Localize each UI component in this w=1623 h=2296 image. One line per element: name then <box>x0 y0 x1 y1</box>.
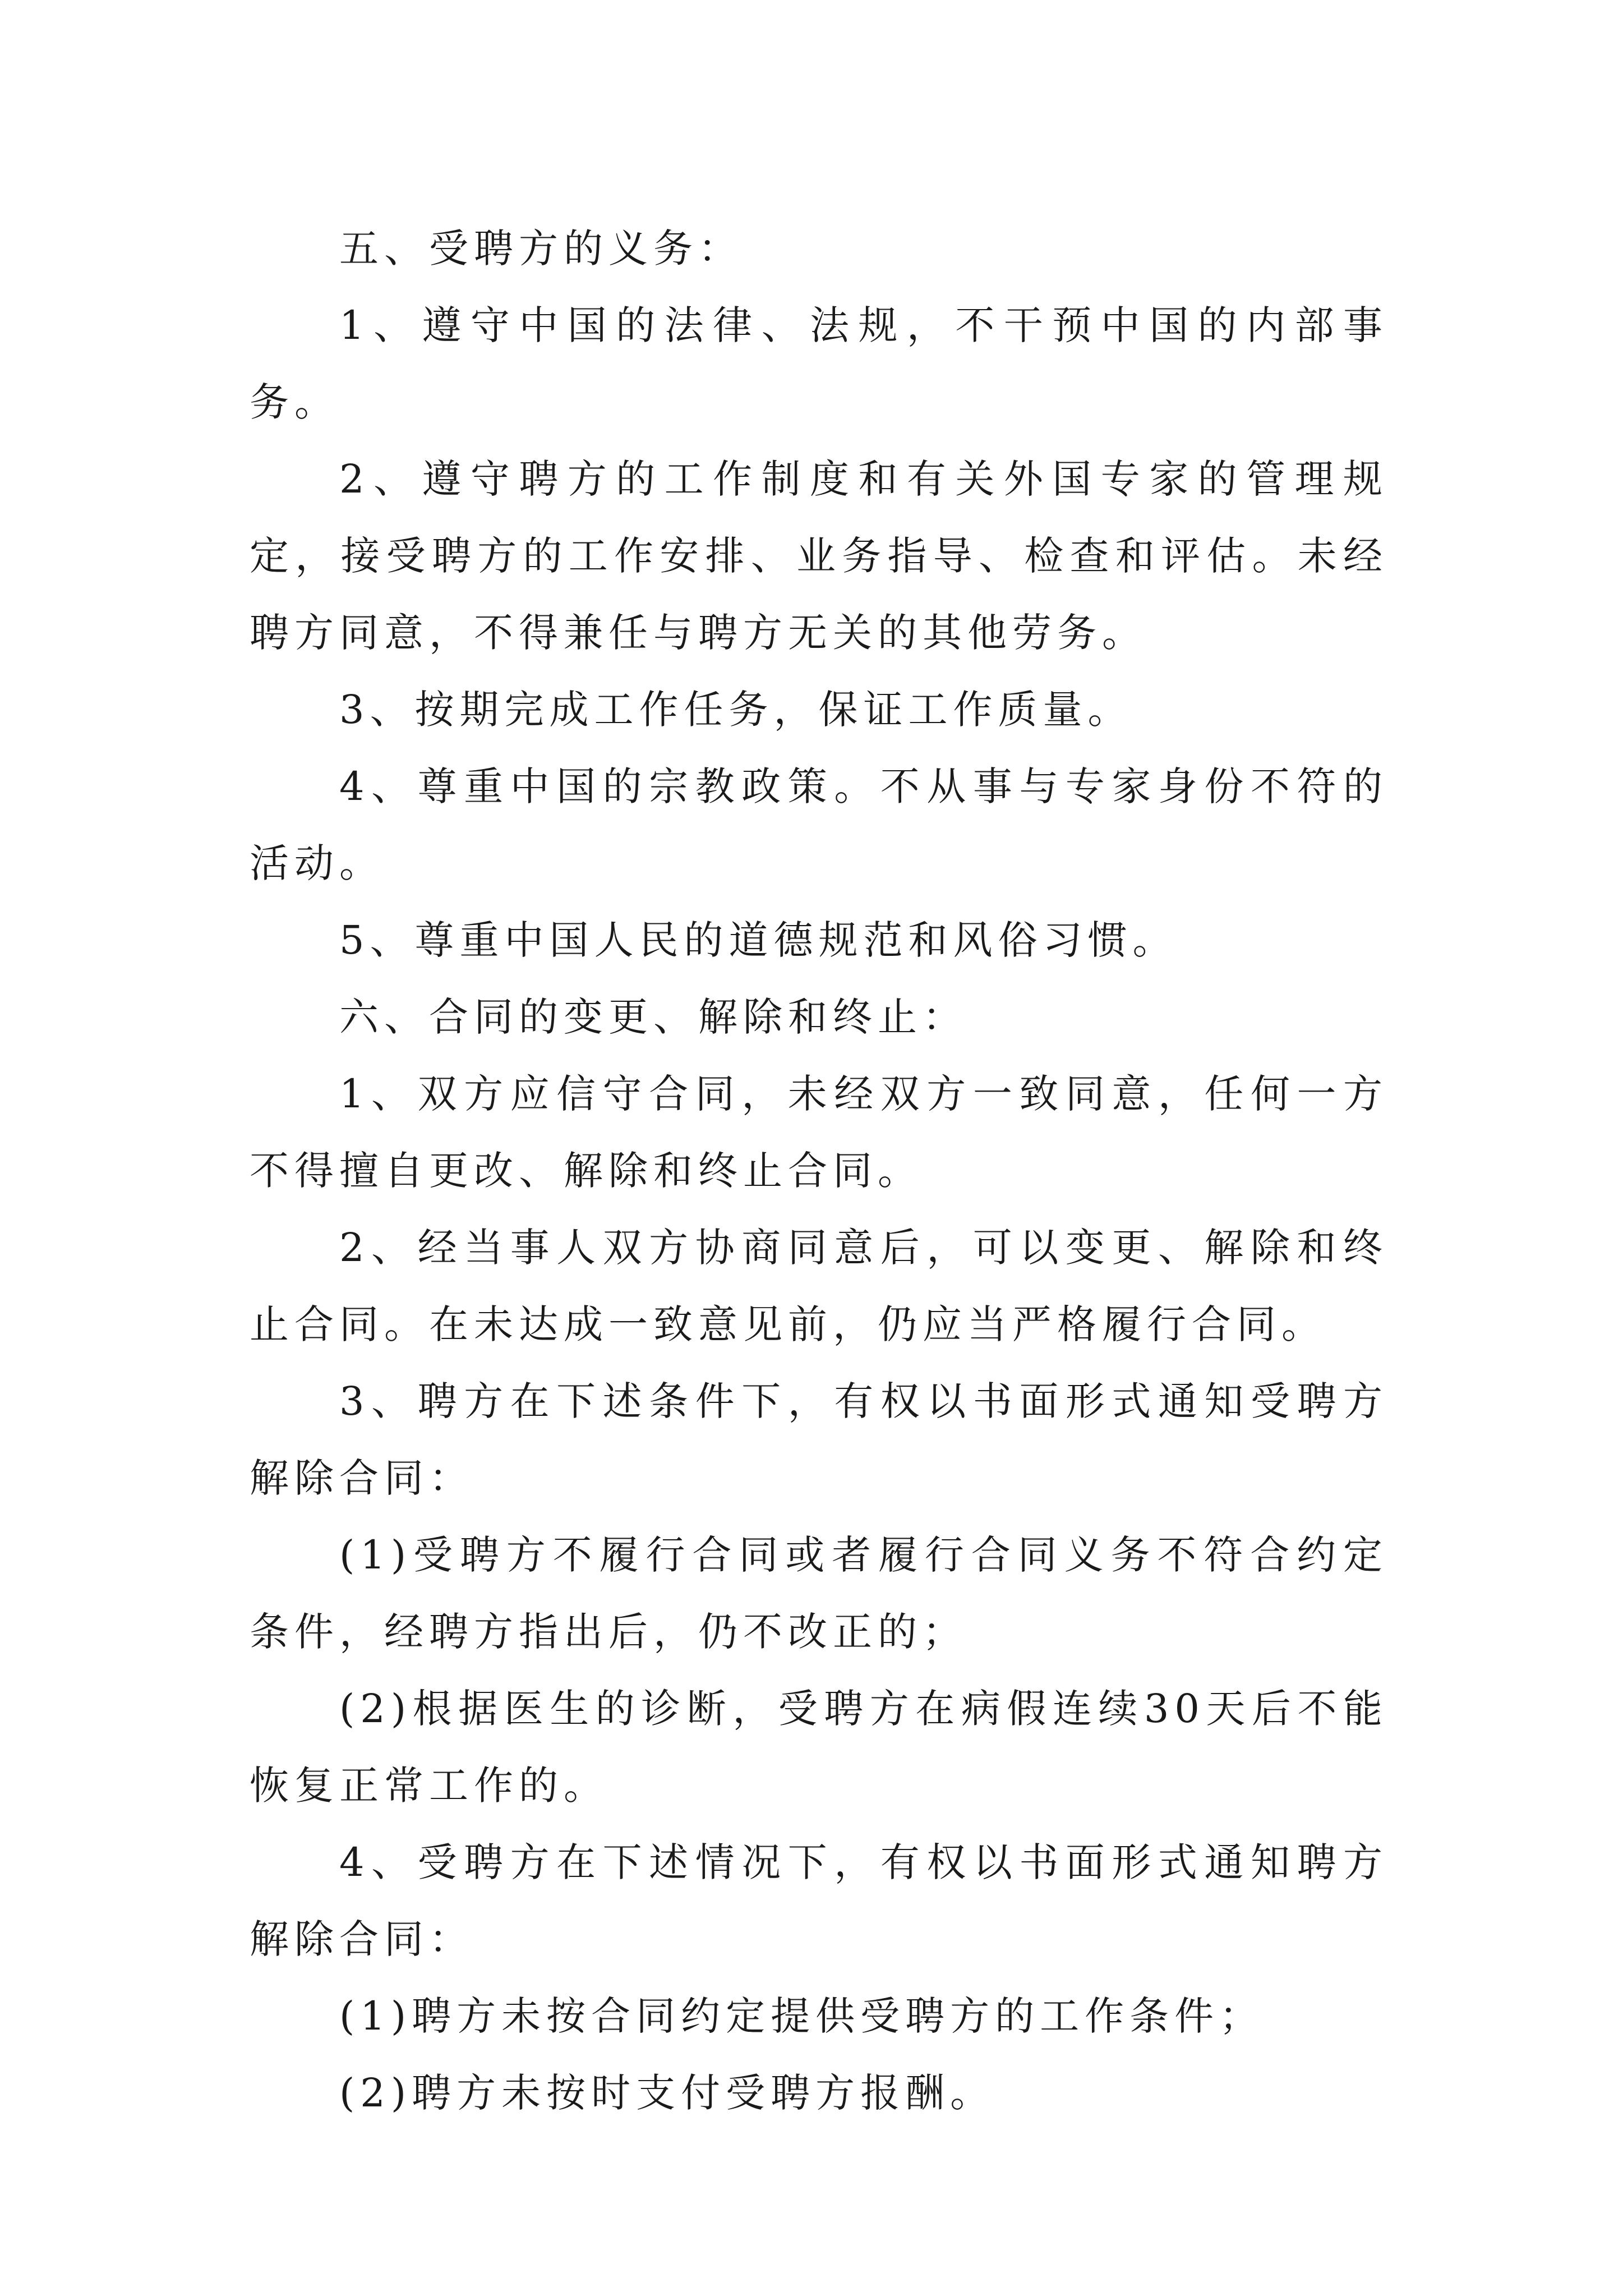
paragraph: 4、尊重中国的宗教政策。不从事与专家身份不符的活动。 <box>250 763 1388 886</box>
paragraph: 5、尊重中国人民的道德规范和风俗习惯。 <box>339 917 1178 963</box>
sub-clause: (1)受聘方不履行合同或者履行合同义务不符合约定条件，经聘方指出后，仍不改正的； <box>250 1532 1388 1655</box>
section-heading-obligations: 五、受聘方的义务： <box>339 226 743 272</box>
paragraph: 1、遵守中国的法律、法规，不干预中国的内部事务。 <box>250 302 1388 425</box>
paragraph: 1、双方应信守合同，未经双方一致同意，任何一方不得擅自更改、解除和终止合同。 <box>250 1071 1388 1194</box>
paragraph: 3、按期完成工作任务，保证工作质量。 <box>339 687 1133 733</box>
paragraph: 2、遵守聘方的工作制度和有关外国专家的管理规定，接受聘方的工作安排、业务指导、检查和评估。未经聘方同意，不得兼任与聘方无关的其他劳务。 <box>250 456 1388 656</box>
section-heading-contract-changes: 六、合同的变更、解除和终止： <box>339 994 967 1040</box>
sub-clause: (2)根据医生的诊断，受聘方在病假连续30天后不能恢复正常工作的。 <box>250 1686 1388 1809</box>
paragraph: 3、聘方在下述条件下，有权以书面形式通知受聘方解除合同： <box>250 1378 1388 1501</box>
paragraph: 4、受聘方在下述情况下，有权以书面形式通知聘方解除合同： <box>250 1839 1388 1962</box>
sub-clause: (1)聘方未按合同约定提供受聘方的工作条件； <box>339 1993 1265 2039</box>
document-body <box>250 210 1388 2132</box>
paragraph: 2、经当事人双方协商同意后，可以变更、解除和终止合同。在未达成一致意见前，仍应当严格履行合同。 <box>250 1225 1388 1347</box>
sub-clause: (2)聘方未按时支付受聘方报酬。 <box>339 2070 995 2116</box>
